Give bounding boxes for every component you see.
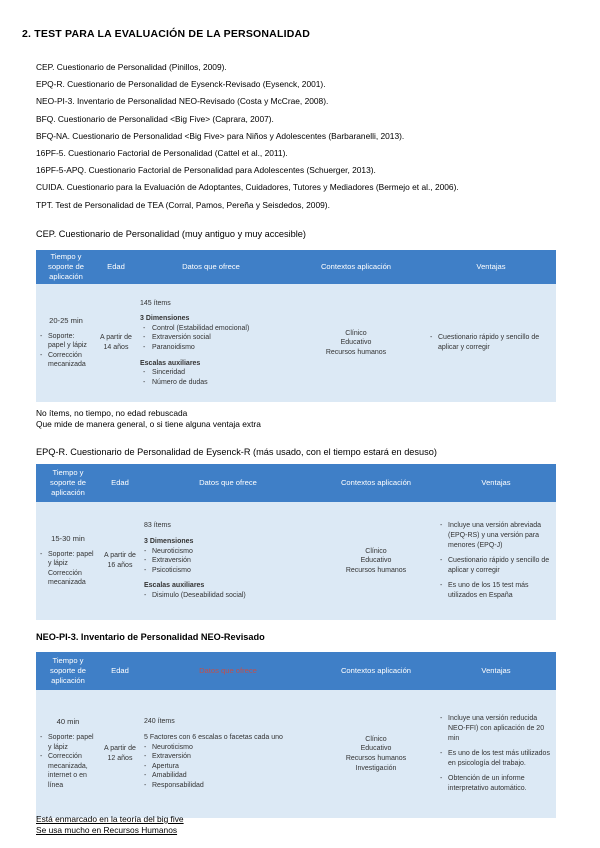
neo-table [36,652,556,818]
reference-item: CUIDA. Cuestionario para la Evaluación de Adoptantes, Cuidadores, Tutores y Mediadores (Bermejo et al., 2006). [36,182,459,193]
header-time: Tiempo y soporte de aplicación [36,250,96,284]
reference-item: CEP. Cuestionario de Personalidad (Pinillos, 2009). [36,62,227,72]
header-time: Tiempo y soporte de aplicación [36,464,100,502]
reference-list [36,59,459,214]
reference-item: TPT. Test de Personalidad de TEA (Corral, Pamos, Pereña y Seisdedos, 2009). [36,199,330,210]
epq-contexts-cell: Clínico Educativo Recursos humanos [316,502,436,620]
header-advantages: Ventajas [426,250,556,284]
reference-item: EPQ-R. Cuestionario de Personalidad de Eysenck-Revisado (Eysenck, 2001). [36,79,326,90]
header-contexts: Contextos aplicación [286,250,426,284]
reference-item: NEO-PI-3. Inventario de Personalidad NEO-Revisado (Costa y McCrae, 2008). [36,96,329,107]
epq-section-title: EPQ-R. Cuestionario de Personalidad de Eysenck-R (más usado, con el tiempo estará en desuso) [36,447,437,457]
epq-age-cell: A partir de 16 años [100,502,140,620]
reference-item: 16PF-5-APQ. Cuestionario Factorial de Personalidad para Adolescentes (Schuerger, 2013). [36,165,376,176]
cep-time-cell: 20-25 min - Soporte: papel y lápiz - Corrección mecanizada [36,284,96,402]
neo-notes: Está enmarcado en la teoría del big five Se usa mucho en Recursos Humanos [36,814,184,835]
header-data: Datos que ofrece [136,250,286,284]
header-age: Edad [100,652,140,690]
cep-section-title: CEP. Cuestionario de Personalidad (muy antiguo y muy accesible) [36,229,306,239]
neo-time-cell: 40 min - Soporte: papel y lápiz - Corrección mecanizada, internet o en línea [36,690,100,818]
header-data: Datos que ofrece [140,464,316,502]
epq-table [36,464,556,620]
header-data: Datos que ofrece [140,652,316,690]
neo-section-title: NEO-PI-3. Inventario de Personalidad NEO-Revisado [36,632,265,642]
epq-advantages-cell: - Incluye una versión abreviada (EPQ-RS) y una versión para menores (EPQ-J) - Cuestionario rápido y sencillo de aplicar y corregir - Es uno de los 15 test más utilizados en España [436,502,556,620]
header-advantages: Ventajas [436,464,556,502]
header-advantages: Ventajas [436,652,556,690]
header-age: Edad [96,250,136,284]
epq-time-cell: 15-30 min - Soporte: papel y lápiz Corrección mecanizada [36,502,100,620]
reference-item: 16PF-5. Cuestionario Factorial de Personalidad (Cattel et al., 2011). [36,147,288,158]
epq-data-cell: 83 ítems 3 Dimensiones - Neuroticismo - Extraversión - Psicoticismo Escalas auxiliares - Disimulo (Deseabilidad social) [140,502,316,620]
reference-item: BFQ. Cuestionario de Personalidad <Big Five> (Caprara, 2007). [36,113,274,124]
cep-contexts-cell: Clínico Educativo Recursos humanos [286,284,426,402]
cep-notes: No ítems, no tiempo, no edad rebuscada Que mide de manera general, o si tiene alguna ventaja extra [36,408,261,429]
cep-table [36,250,556,402]
cep-data-cell: 145 ítems 3 Dimensiones - Control (Estabilidad emocional) - Extraversión social - Paranoidismo Escalas auxiliares - Sinceridad - Número de dudas [136,284,286,402]
neo-advantages-cell: - Incluye una versión reducida NEO-FFI) con aplicación de 20 min - Es uno de los test más utilizados en psicología del trabajo. - Obtención de un informe interpretativo automático. [436,690,556,818]
header-time: Tiempo y soporte de aplicación [36,652,100,690]
neo-contexts-cell: Clínico Educativo Recursos humanos Investigación [316,690,436,818]
section-heading: 2. TEST PARA LA EVALUACIÓN DE LA PERSONALIDAD [22,28,311,40]
header-contexts: Contextos aplicación [316,464,436,502]
cep-age-cell: A partir de 14 años [96,284,136,402]
header-contexts: Contextos aplicación [316,652,436,690]
cep-advantages-cell: - Cuestionario rápido y sencillo de aplicar y corregir [426,284,556,402]
header-age: Edad [100,464,140,502]
neo-data-cell: 240 ítems 5 Factores con 6 escalas o facetas cada uno - Neuroticismo - Extraversión - Apertura - Amabilidad - Responsabilidad [140,690,316,818]
reference-item: BFQ-NA. Cuestionario de Personalidad <Big Five> para Niños y Adolescentes (Barbaranelli, 2013). [36,130,405,141]
neo-age-cell: A partir de 12 años [100,690,140,818]
